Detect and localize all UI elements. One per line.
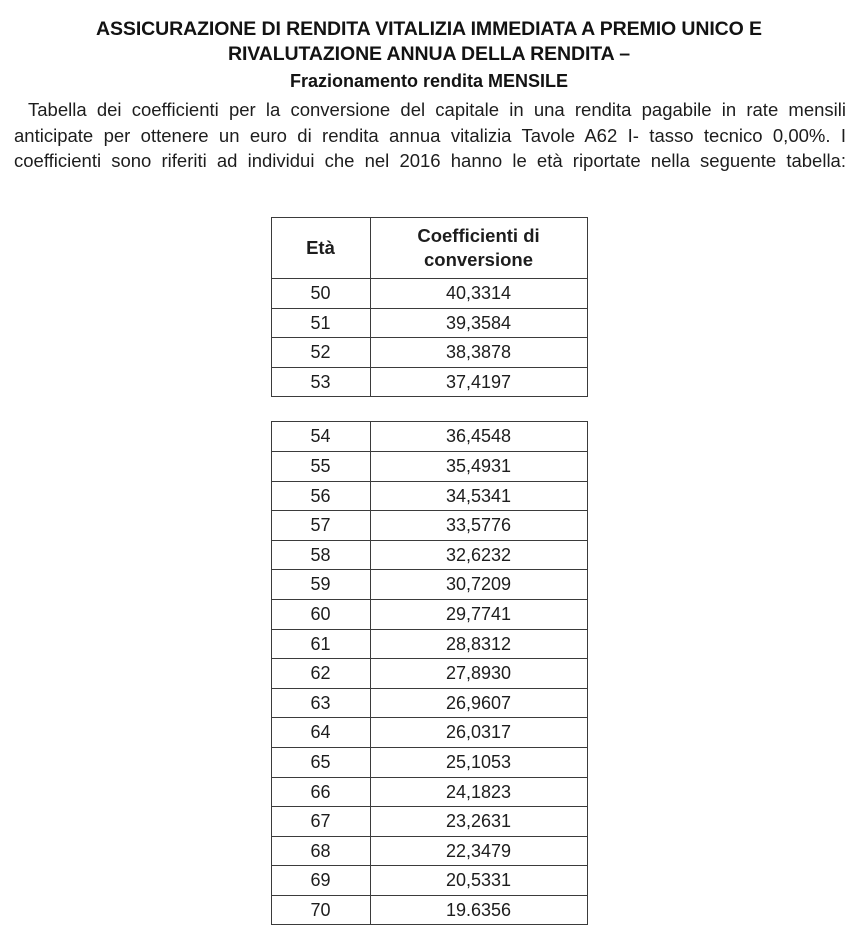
cell-coefficient: 38,3878	[370, 338, 587, 368]
cell-coefficient: 37,4197	[370, 367, 587, 397]
table-row	[271, 659, 587, 689]
table-row	[271, 599, 587, 629]
column-header-coefficient: Coefficienti di conversione	[370, 218, 587, 279]
table-one-header	[271, 218, 587, 279]
coefficients-table-two-container	[0, 421, 858, 920]
cell-coefficient: 26,0317	[370, 718, 587, 748]
cell-age: 56	[271, 481, 370, 511]
table-row	[271, 777, 587, 807]
cell-coefficient: 26,9607	[370, 688, 587, 718]
cell-coefficient: 34,5341	[370, 481, 587, 511]
intro-paragraph: Tabella dei coefficienti per la conversione del capitale in una rendita pagabile in rate mensili anticipate per ottenere un euro di rendita annua vitalizia Tavole A62 I- tasso tecnico 0,00%. I coefficienti sono riferiti ad individui che nel 2016 hanno le età riportate nella seguente tabella:	[14, 99, 846, 171]
cell-age: 66	[271, 777, 370, 807]
coefficients-table-one-container	[0, 217, 858, 397]
cell-age: 60	[271, 599, 370, 629]
cell-age: 70	[271, 895, 370, 925]
cell-age: 62	[271, 659, 370, 689]
cell-coefficient: 24,1823	[370, 777, 587, 807]
cell-coefficient: 39,3584	[370, 308, 587, 338]
cell-coefficient: 30,7209	[370, 570, 587, 600]
table-row	[271, 807, 587, 837]
table-row	[271, 570, 587, 600]
column-header-age: Età	[271, 218, 370, 279]
cell-coefficient: 29,7741	[370, 599, 587, 629]
cell-age: 53	[271, 367, 370, 397]
cell-coefficient: 40,3314	[370, 279, 587, 309]
cell-age: 67	[271, 807, 370, 837]
cell-coefficient: 27,8930	[370, 659, 587, 689]
cell-age: 59	[271, 570, 370, 600]
table-row	[271, 338, 587, 368]
table-row	[271, 866, 587, 896]
cell-age: 64	[271, 718, 370, 748]
cell-coefficient: 33,5776	[370, 511, 587, 541]
document-subtitle: Frazionamento rendita MENSILE	[289, 71, 569, 91]
table-row	[271, 308, 587, 338]
cell-coefficient: 22,3479	[370, 836, 587, 866]
document-header	[0, 0, 858, 94]
table-row	[271, 895, 587, 925]
table-row	[271, 688, 587, 718]
cell-coefficient: 28,8312	[370, 629, 587, 659]
table-row	[271, 747, 587, 777]
table-row	[271, 629, 587, 659]
table-row	[271, 451, 587, 481]
table-row	[271, 718, 587, 748]
cell-age: 58	[271, 540, 370, 570]
cell-coefficient: 32,6232	[370, 540, 587, 570]
table-row	[271, 367, 587, 397]
table-row	[271, 540, 587, 570]
table-row	[271, 279, 587, 309]
coefficients-table-one	[271, 217, 588, 397]
cell-coefficient: 20,5331	[370, 866, 587, 896]
cell-age: 61	[271, 629, 370, 659]
cell-age: 69	[271, 866, 370, 896]
table-row	[271, 836, 587, 866]
table-two-body	[271, 422, 587, 925]
cell-coefficient: 25,1053	[370, 747, 587, 777]
cell-age: 51	[271, 308, 370, 338]
cell-coefficient: 19.6356	[370, 895, 587, 925]
table-row	[271, 481, 587, 511]
coefficients-table-two	[271, 421, 588, 925]
cell-age: 63	[271, 688, 370, 718]
cell-age: 52	[271, 338, 370, 368]
document-title-line-2: RIVALUTAZIONE ANNUA DELLA RENDITA –	[227, 43, 630, 65]
table-header-row	[271, 218, 587, 279]
table-one-body	[271, 279, 587, 397]
cell-coefficient: 36,4548	[370, 422, 587, 452]
document-title-line-1: ASSICURAZIONE DI RENDITA VITALIZIA IMMEDIATA A PREMIO UNICO E	[96, 18, 762, 40]
cell-coefficient: 35,4931	[370, 451, 587, 481]
cell-age: 55	[271, 451, 370, 481]
cell-age: 68	[271, 836, 370, 866]
cell-coefficient: 23,2631	[370, 807, 587, 837]
table-row	[271, 422, 587, 452]
cell-age: 65	[271, 747, 370, 777]
cell-age: 54	[271, 422, 370, 452]
table-row	[271, 511, 587, 541]
cell-age: 50	[271, 279, 370, 309]
cell-age: 57	[271, 511, 370, 541]
